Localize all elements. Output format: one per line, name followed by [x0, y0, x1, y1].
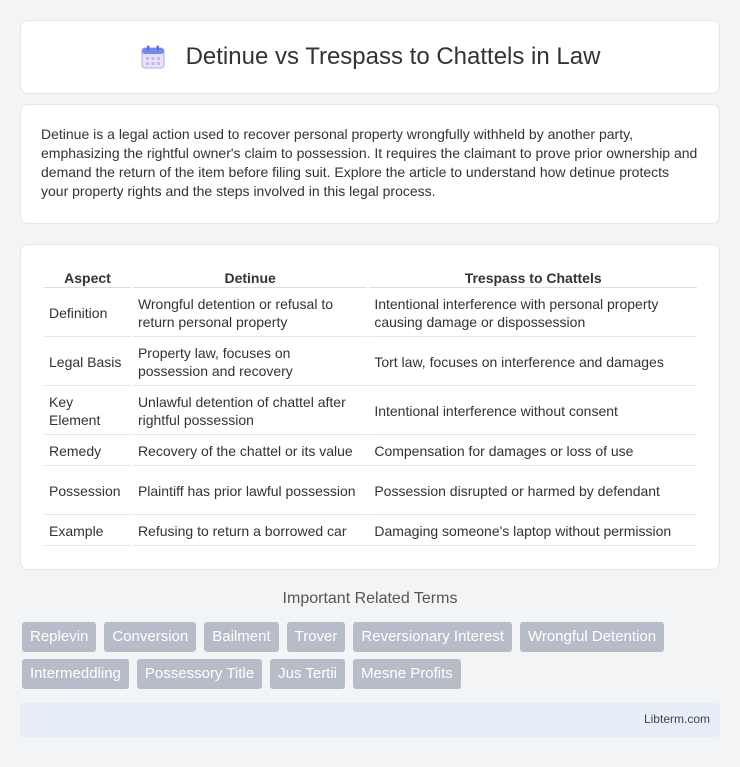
table-row — [44, 339, 697, 386]
related-tag-trover[interactable]: Trover — [287, 622, 346, 652]
row-aspect: Legal Basis — [44, 339, 131, 386]
related-tag-possessory-title[interactable]: Possessory Title — [137, 659, 262, 689]
comparison-card — [20, 244, 720, 570]
related-tag-mesne-profits[interactable]: Mesne Profits — [353, 659, 461, 689]
header-trespass: Trespass to Chattels — [369, 268, 697, 288]
related-tag-intermeddling[interactable]: Intermeddling — [22, 659, 129, 689]
related-tag-jus-tertii[interactable]: Jus Tertii — [270, 659, 345, 689]
row-aspect: Definition — [44, 290, 131, 337]
related-terms-title: Important Related Terms — [282, 590, 458, 607]
footer — [20, 703, 720, 737]
page-title: Detinue vs Trespass to Chattels in Law — [185, 43, 601, 70]
table-row — [44, 388, 697, 435]
row-detinue: Plaintiff has prior lawful possession — [133, 468, 367, 515]
row-trespass: Intentional interference with personal property causing damage or dispossession — [369, 290, 697, 337]
intro-text: Detinue is a legal action used to recover personal property wrongfully withheld by another party, emphasizing the rightful owner's claim to possession. It requires the claimant to prove prior ownership and demand the return of the item before filing suit. Explore the article to understand how detinue protects your property rights and the steps involved in this legal process. — [41, 126, 698, 199]
row-aspect: Example — [44, 517, 131, 546]
header-aspect: Aspect — [44, 268, 131, 288]
row-detinue: Property law, focuses on possession and recovery — [133, 339, 367, 386]
row-trespass: Compensation for damages or loss of use — [369, 437, 697, 466]
related-tag-replevin[interactable]: Replevin — [22, 622, 96, 652]
row-trespass: Tort law, focuses on interference and damages — [369, 339, 697, 386]
row-trespass: Possession disrupted or harmed by defendant — [369, 468, 697, 515]
row-detinue: Refusing to return a borrowed car — [133, 517, 367, 546]
row-aspect: Key Element — [44, 388, 131, 435]
table-header-row — [44, 268, 697, 288]
row-detinue: Wrongful detention or refusal to return personal property — [133, 290, 367, 337]
table-row — [44, 468, 697, 515]
row-aspect: Remedy — [44, 437, 131, 466]
comparison-table — [42, 266, 699, 548]
related-tag-bailment[interactable]: Bailment — [204, 622, 278, 652]
related-terms-list — [22, 622, 722, 689]
table-row — [44, 437, 697, 466]
row-aspect: Possession — [44, 468, 131, 515]
row-trespass: Damaging someone's laptop without permission — [369, 517, 697, 546]
header-card — [20, 20, 720, 94]
calendar-icon — [140, 44, 166, 70]
table-row — [44, 290, 697, 337]
row-detinue: Recovery of the chattel or its value — [133, 437, 367, 466]
table-row — [44, 517, 697, 546]
header-detinue: Detinue — [133, 268, 367, 288]
row-trespass: Intentional interference without consent — [369, 388, 697, 435]
related-tag-reversionary-interest[interactable]: Reversionary Interest — [353, 622, 512, 652]
intro-card — [20, 104, 720, 224]
related-tag-wrongful-detention[interactable]: Wrongful Detention — [520, 622, 664, 652]
footer-site-link[interactable]: Libterm.com — [643, 712, 710, 726]
related-tag-conversion[interactable]: Conversion — [104, 622, 196, 652]
row-detinue: Unlawful detention of chattel after rightful possession — [133, 388, 367, 435]
